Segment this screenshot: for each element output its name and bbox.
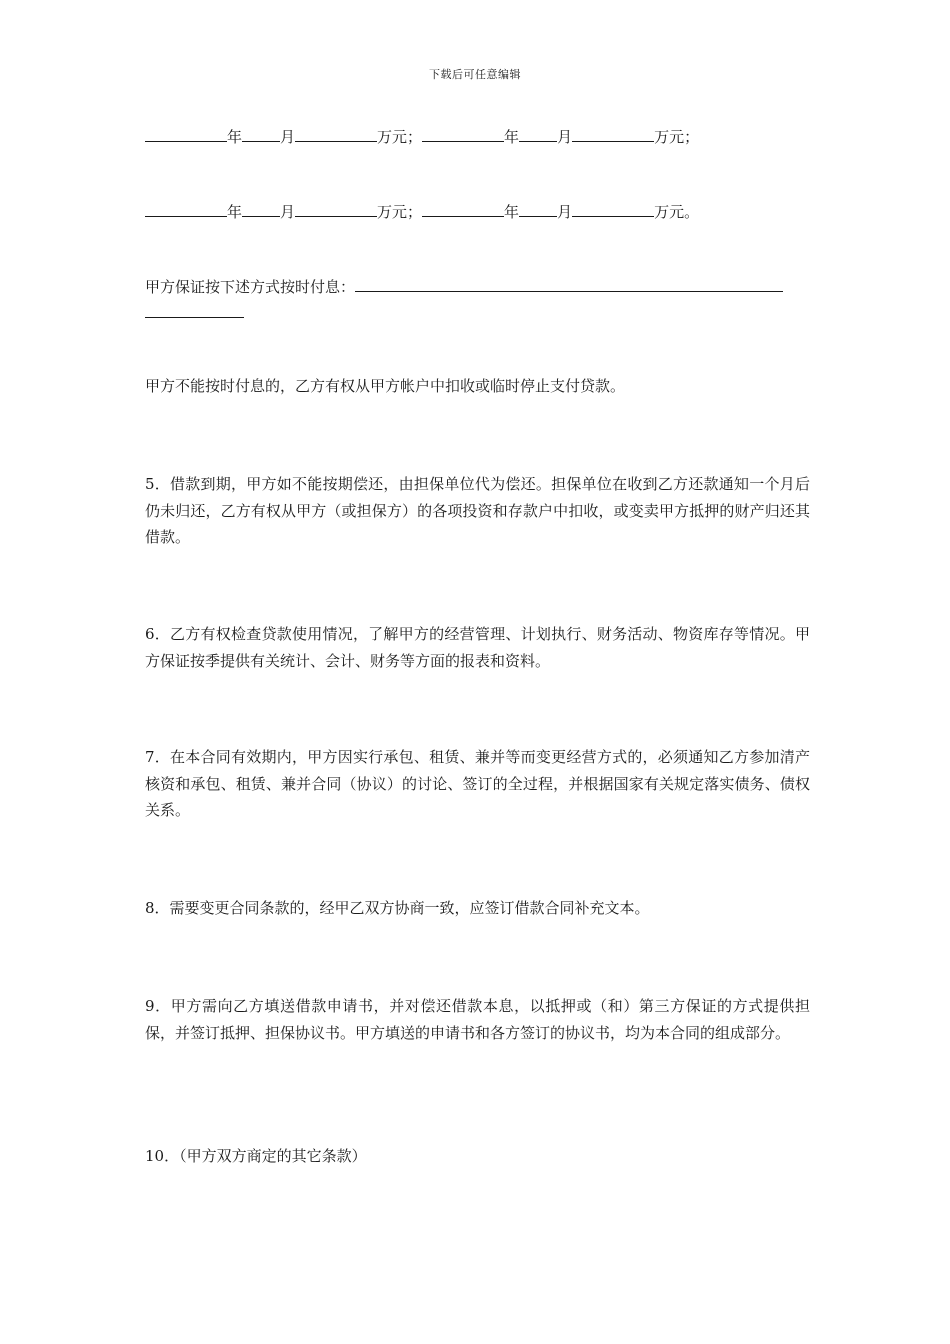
month-label: 月 (280, 128, 296, 146)
amount-label: 万元； (654, 128, 700, 146)
repayment-schedule-row-2 (145, 199, 810, 225)
interest-method-blank (355, 274, 783, 292)
amount-label: 万元； (377, 128, 423, 146)
year-label: 年 (504, 203, 520, 221)
month-label: 月 (557, 128, 573, 146)
amount-blank (572, 199, 654, 217)
clause-6: 6．乙方有权检查贷款使用情况，了解甲方的经营管理、计划执行、财务活动、物资库存等情况。甲方保证按季提供有关统计、会计、财务等方面的报表和资料。 (145, 625, 810, 670)
year-label: 年 (504, 128, 520, 146)
interest-default-clause: 甲方不能按时付息的，乙方有权从甲方帐户中扣收或临时停止支付贷款。 (145, 377, 626, 395)
month-blank (519, 199, 557, 217)
month-blank (242, 199, 280, 217)
clause-10: 10．（甲方双方商定的其它条款） (145, 1147, 367, 1165)
clause-7: 7．在本合同有效期内，甲方因实行承包、租赁、兼并等而变更经营方式的，必须通知乙方参加清产核资和承包、租赁、兼并合同（协议）的讨论、签订的全过程，并根据国家有关规定落实债务、债权关系。 (145, 748, 810, 819)
repayment-schedule-row-1 (145, 124, 810, 150)
month-label: 月 (280, 203, 296, 221)
amount-blank (295, 199, 377, 217)
interest-method-label: 甲方保证按下述方式按时付息： (145, 278, 356, 296)
year-label: 年 (227, 203, 243, 221)
amount-label: 万元； (377, 203, 423, 221)
month-blank (242, 124, 280, 142)
clause-8: 8．需要变更合同条款的，经甲乙双方协商一致，应签订借款合同补充文本。 (145, 899, 650, 917)
interest-method-line (145, 274, 810, 300)
amount-blank (572, 124, 654, 142)
amount-blank (295, 124, 377, 142)
clause-9: 9．甲方需向乙方填送借款申请书，并对偿还借款本息，以抵押或（和）第三方保证的方式提供担保，并签订抵押、担保协议书。甲方填送的申请书和各方签订的协议书，均为本合同的组成部分。 (145, 997, 810, 1042)
year-blank (145, 199, 227, 217)
amount-label: 万元。 (654, 203, 700, 221)
year-blank (145, 124, 227, 142)
year-label: 年 (227, 128, 243, 146)
page-header-note: 下载后可任意编辑 (429, 68, 521, 81)
year-blank (422, 124, 504, 142)
month-label: 月 (557, 203, 573, 221)
interest-method-blank-continuation (145, 317, 244, 318)
month-blank (519, 124, 557, 142)
year-blank (422, 199, 504, 217)
clause-5: 5．借款到期，甲方如不能按期偿还，由担保单位代为偿还。担保单位在收到乙方还款通知一个月后仍未归还，乙方有权从甲方（或担保方）的各项投资和存款户中扣收，或变卖甲方抵押的财产归还其借款。 (145, 475, 810, 546)
